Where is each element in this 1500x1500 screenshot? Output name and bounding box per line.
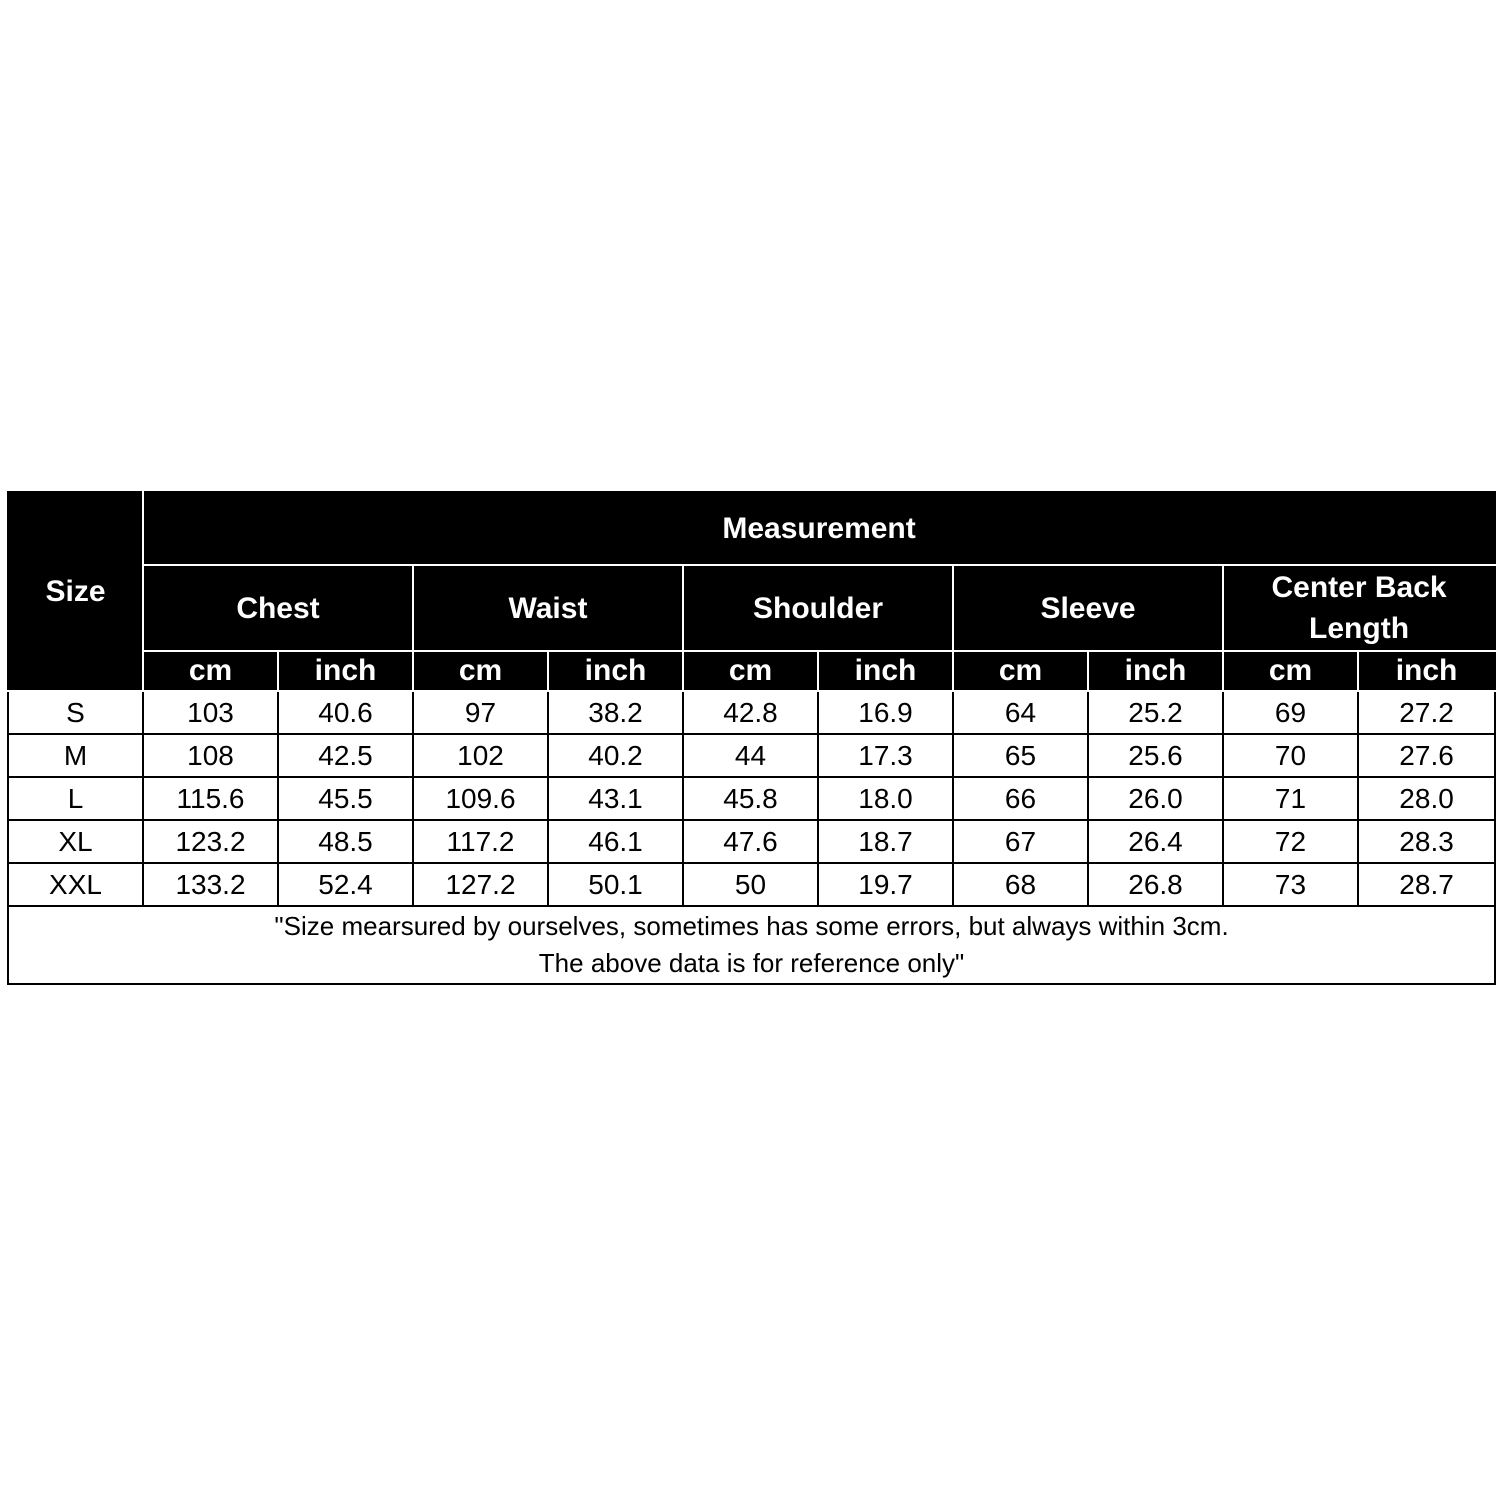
value-cell: 18.7	[818, 820, 953, 863]
value-cell: 45.8	[683, 777, 818, 820]
unit-header-inch: inch	[818, 651, 953, 691]
size-cell: M	[8, 734, 143, 777]
value-cell: 69	[1223, 691, 1358, 734]
value-cell: 47.6	[683, 820, 818, 863]
value-cell: 16.9	[818, 691, 953, 734]
value-cell: 26.8	[1088, 863, 1223, 906]
value-cell: 44	[683, 734, 818, 777]
value-cell: 28.3	[1358, 820, 1495, 863]
value-cell: 26.0	[1088, 777, 1223, 820]
value-cell: 27.2	[1358, 691, 1495, 734]
table-row	[8, 734, 1495, 777]
value-cell: 25.2	[1088, 691, 1223, 734]
unit-header-inch: inch	[278, 651, 413, 691]
group-header-shoulder: Shoulder	[683, 565, 953, 651]
table-row	[8, 863, 1495, 906]
value-cell: 28.0	[1358, 777, 1495, 820]
value-cell: 28.7	[1358, 863, 1495, 906]
unit-header-inch: inch	[1088, 651, 1223, 691]
group-header-center-back-length: Center Back Length	[1223, 565, 1495, 651]
value-cell: 97	[413, 691, 548, 734]
size-column-header: Size	[8, 492, 143, 691]
value-cell: 68	[953, 863, 1088, 906]
measurement-note	[8, 906, 1495, 984]
value-cell: 72	[1223, 820, 1358, 863]
group-header-sleeve: Sleeve	[953, 565, 1223, 651]
unit-header-cm: cm	[143, 651, 278, 691]
header-row-units	[8, 651, 1495, 691]
value-cell: 50.1	[548, 863, 683, 906]
value-cell: 17.3	[818, 734, 953, 777]
value-cell: 127.2	[413, 863, 548, 906]
value-cell: 45.5	[278, 777, 413, 820]
unit-header-cm: cm	[683, 651, 818, 691]
size-cell: XXL	[8, 863, 143, 906]
group-header-chest: Chest	[143, 565, 413, 651]
value-cell: 102	[413, 734, 548, 777]
value-cell: 73	[1223, 863, 1358, 906]
unit-header-cm: cm	[1223, 651, 1358, 691]
value-cell: 103	[143, 691, 278, 734]
size-cell: L	[8, 777, 143, 820]
value-cell: 42.5	[278, 734, 413, 777]
value-cell: 40.6	[278, 691, 413, 734]
value-cell: 18.0	[818, 777, 953, 820]
unit-header-cm: cm	[953, 651, 1088, 691]
value-cell: 66	[953, 777, 1088, 820]
value-cell: 43.1	[548, 777, 683, 820]
value-cell: 65	[953, 734, 1088, 777]
unit-header-inch: inch	[1358, 651, 1495, 691]
note-line: "Size mearsured by ourselves, sometimes has some errors, but always within 3cm.	[274, 911, 1229, 941]
size-chart-body	[8, 492, 1495, 984]
size-chart-table	[7, 491, 1496, 985]
value-cell: 42.8	[683, 691, 818, 734]
value-cell: 25.6	[1088, 734, 1223, 777]
size-cell: S	[8, 691, 143, 734]
note-row	[8, 906, 1495, 984]
table-row	[8, 777, 1495, 820]
value-cell: 40.2	[548, 734, 683, 777]
value-cell: 108	[143, 734, 278, 777]
value-cell: 50	[683, 863, 818, 906]
unit-header-cm: cm	[413, 651, 548, 691]
header-row-measurement	[8, 492, 1495, 565]
value-cell: 123.2	[143, 820, 278, 863]
value-cell: 52.4	[278, 863, 413, 906]
note-line: The above data is for reference only"	[538, 948, 965, 978]
unit-header-inch: inch	[548, 651, 683, 691]
value-cell: 117.2	[413, 820, 548, 863]
value-cell: 115.6	[143, 777, 278, 820]
value-cell: 27.6	[1358, 734, 1495, 777]
value-cell: 64	[953, 691, 1088, 734]
size-cell: XL	[8, 820, 143, 863]
group-header-waist: Waist	[413, 565, 683, 651]
table-row	[8, 691, 1495, 734]
value-cell: 46.1	[548, 820, 683, 863]
measurement-header: Measurement	[143, 492, 1495, 565]
value-cell: 19.7	[818, 863, 953, 906]
table-row	[8, 820, 1495, 863]
header-row-groups	[8, 565, 1495, 651]
value-cell: 133.2	[143, 863, 278, 906]
value-cell: 38.2	[548, 691, 683, 734]
value-cell: 109.6	[413, 777, 548, 820]
value-cell: 26.4	[1088, 820, 1223, 863]
value-cell: 71	[1223, 777, 1358, 820]
value-cell: 67	[953, 820, 1088, 863]
value-cell: 70	[1223, 734, 1358, 777]
value-cell: 48.5	[278, 820, 413, 863]
